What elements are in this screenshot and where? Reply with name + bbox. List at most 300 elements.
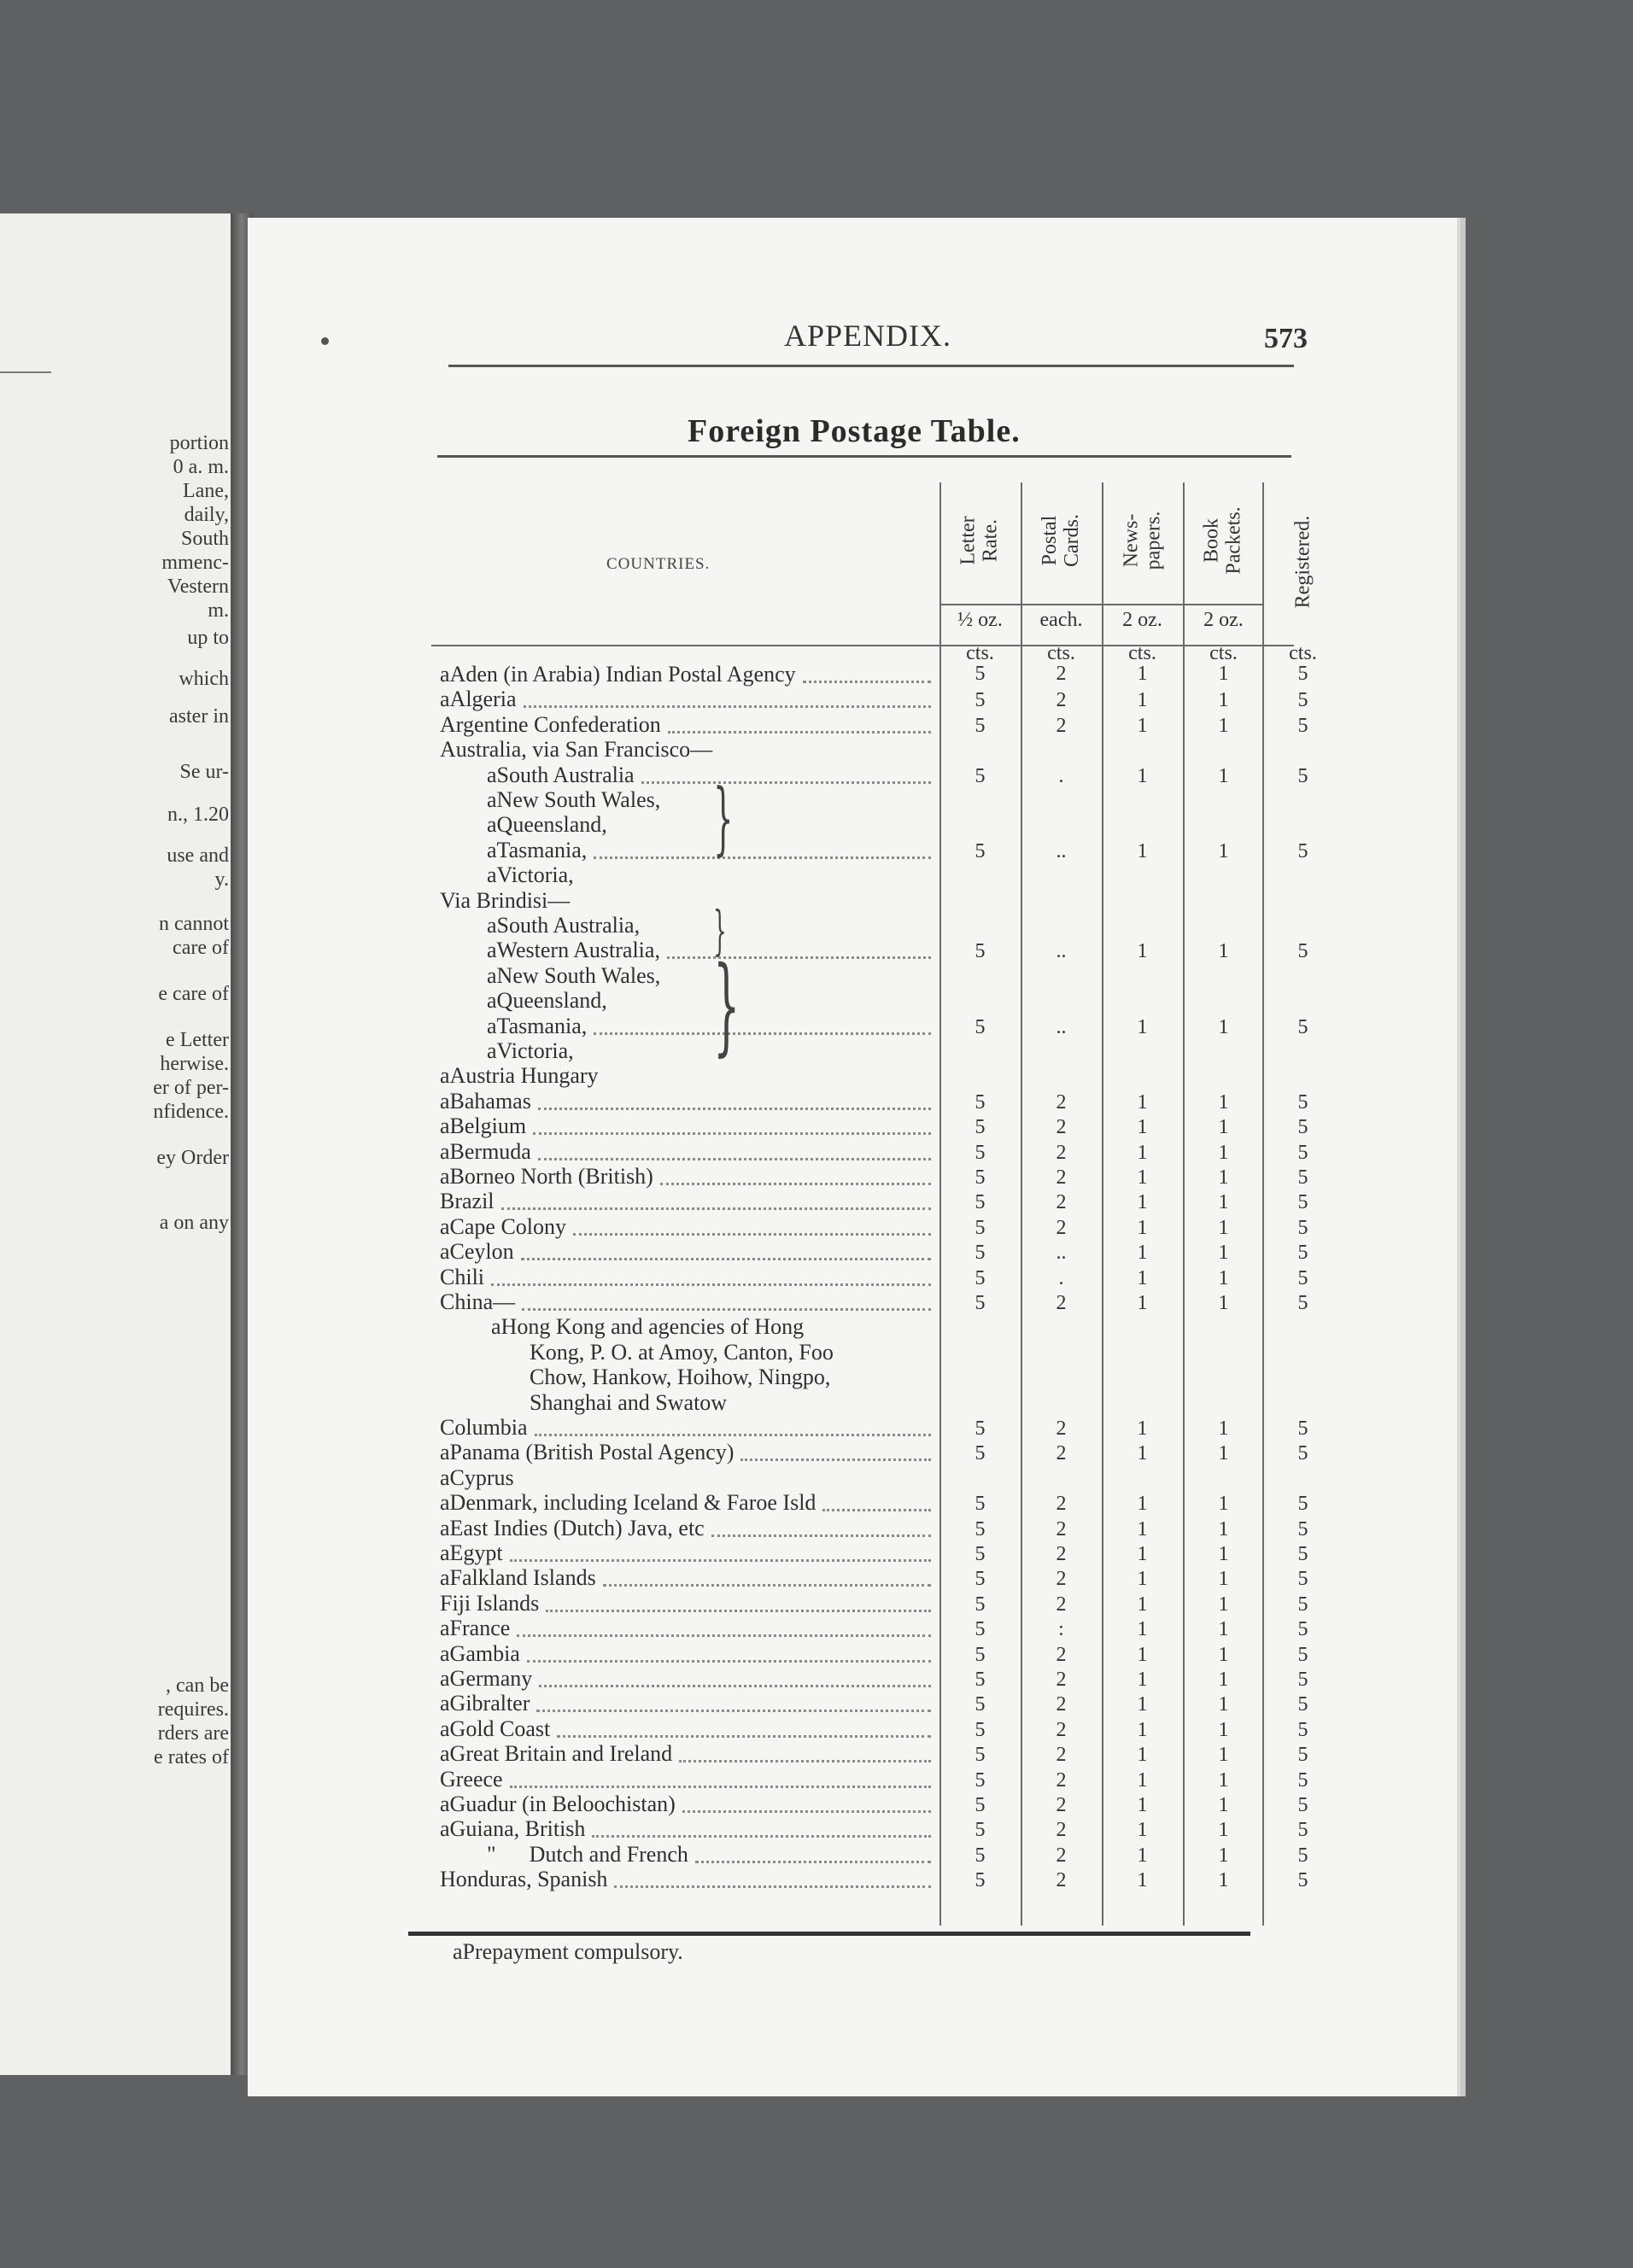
rate-cell: 5 bbox=[1297, 1593, 1308, 1616]
left-page-fragment: South bbox=[180, 528, 229, 550]
rate-cell: 2 bbox=[1056, 1669, 1067, 1691]
rate-cell: 2 bbox=[1056, 1191, 1067, 1214]
rate-cell: 1 bbox=[1218, 689, 1229, 712]
rate-cell: . bbox=[1058, 1266, 1064, 1289]
left-page-fragment: aster in bbox=[169, 705, 229, 728]
rate-cell: 1 bbox=[1137, 1618, 1148, 1641]
rate-cell: 2 bbox=[1056, 1141, 1067, 1164]
rate-cell: 5 bbox=[1297, 689, 1308, 712]
rate-cell: 1 bbox=[1218, 1166, 1229, 1189]
rate-cell: 2 bbox=[1056, 1517, 1067, 1540]
rate-cell: 1 bbox=[1137, 940, 1148, 963]
left-page-fragment: use and bbox=[167, 845, 229, 867]
country-name: aGambia bbox=[440, 1640, 520, 1666]
rate-cell: 5 bbox=[1297, 1517, 1308, 1540]
country-name: aSouth Australia bbox=[487, 762, 635, 787]
rate-cell: 1 bbox=[1137, 1794, 1148, 1816]
country-name: aGermany bbox=[440, 1666, 533, 1691]
left-page-fragment: e rates of bbox=[154, 1746, 229, 1768]
rate-cell: 5 bbox=[975, 1517, 986, 1540]
group-brace: } bbox=[713, 944, 740, 1067]
dot-leader bbox=[491, 1283, 931, 1286]
rate-cell: 5 bbox=[975, 1543, 986, 1565]
rate-cell: .. bbox=[1056, 839, 1067, 862]
rate-cell: 1 bbox=[1218, 839, 1229, 862]
rate-cell: 5 bbox=[975, 1568, 986, 1591]
rate-cell: 1 bbox=[1218, 1116, 1229, 1139]
rate-cell: 5 bbox=[1297, 839, 1308, 862]
rate-cell: 2 bbox=[1056, 1543, 1067, 1565]
country-name: Chili bbox=[440, 1264, 485, 1289]
rate-cell: 1 bbox=[1137, 1543, 1148, 1565]
rate-cell: 1 bbox=[1137, 1493, 1148, 1516]
rate-cell: 5 bbox=[975, 1116, 986, 1139]
dot-leader bbox=[533, 1132, 931, 1135]
column-header bbox=[1264, 481, 1341, 643]
rate-cell: 1 bbox=[1218, 1669, 1229, 1691]
country-name: aGuiana, British bbox=[440, 1816, 586, 1842]
left-page-fragment: mmenc- bbox=[161, 552, 229, 574]
rate-cell: 5 bbox=[1297, 1442, 1308, 1465]
country-name: Chow, Hankow, Hoihow, Ningpo, bbox=[530, 1365, 831, 1390]
left-page-fragment: er of per- bbox=[153, 1077, 229, 1099]
rate-cell: 1 bbox=[1137, 1292, 1148, 1314]
rate-cell: 2 bbox=[1056, 714, 1067, 737]
rate-cell: 5 bbox=[1297, 1015, 1308, 1038]
rate-cell: 1 bbox=[1218, 1543, 1229, 1565]
rate-cell: 5 bbox=[975, 1669, 986, 1691]
country-name: aQueensland, bbox=[487, 988, 607, 1014]
dot-leader bbox=[641, 781, 931, 784]
column-header bbox=[1103, 481, 1180, 600]
left-page-fragment: daily, bbox=[184, 504, 229, 526]
dot-leader bbox=[535, 1434, 931, 1436]
rate-cell: 5 bbox=[975, 1292, 986, 1314]
rate-cell: 1 bbox=[1137, 1442, 1148, 1465]
dot-leader bbox=[603, 1584, 931, 1587]
left-page-fragment: which bbox=[179, 668, 229, 690]
rate-cell: 1 bbox=[1218, 764, 1229, 787]
column-unit: each. bbox=[1039, 609, 1083, 631]
rate-cell: 1 bbox=[1137, 1669, 1148, 1691]
rate-cell: 1 bbox=[1218, 1015, 1229, 1038]
dot-leader bbox=[614, 1885, 931, 1888]
rate-cell: 1 bbox=[1137, 714, 1148, 737]
country-name: aCyprus bbox=[440, 1464, 514, 1490]
rate-cell: 5 bbox=[975, 1493, 986, 1516]
rate-cell: 5 bbox=[1297, 1669, 1308, 1691]
rate-cell: 1 bbox=[1218, 1718, 1229, 1741]
rate-cell: .. bbox=[1056, 940, 1067, 963]
rate-cell: 1 bbox=[1218, 1266, 1229, 1289]
dot-leader bbox=[740, 1458, 931, 1461]
dot-leader bbox=[510, 1786, 931, 1788]
group-brace: } bbox=[713, 772, 734, 864]
page-header bbox=[248, 318, 1457, 369]
dot-leader bbox=[592, 1835, 931, 1838]
dot-leader bbox=[521, 1258, 931, 1260]
country-name: aCape Colony bbox=[440, 1213, 567, 1239]
column-divider bbox=[1021, 482, 1022, 1926]
country-name: aBermuda bbox=[440, 1138, 531, 1164]
dot-leader bbox=[524, 705, 931, 708]
rate-cell: 5 bbox=[975, 1216, 986, 1239]
left-page-fragment: n cannot bbox=[159, 913, 229, 935]
rate-cell: 5 bbox=[975, 1266, 986, 1289]
rate-cell: 1 bbox=[1137, 839, 1148, 862]
country-name: aSouth Australia, bbox=[487, 913, 641, 938]
rate-cell: 1 bbox=[1137, 1166, 1148, 1189]
column-header bbox=[1022, 481, 1099, 600]
country-name: aEgypt bbox=[440, 1540, 503, 1565]
dot-leader bbox=[522, 1308, 931, 1311]
rate-cell: 5 bbox=[975, 1593, 986, 1616]
rate-cell: 1 bbox=[1137, 1242, 1148, 1265]
dot-leader bbox=[536, 1710, 931, 1712]
rate-cell: 5 bbox=[1297, 1191, 1308, 1214]
rate-cell: 5 bbox=[975, 1442, 986, 1465]
left-page-fragment: care of bbox=[173, 937, 229, 959]
left-page-fragment: requires. bbox=[157, 1698, 229, 1721]
rate-cell: 1 bbox=[1218, 1693, 1229, 1716]
country-name: aFalkland Islands bbox=[440, 1565, 596, 1591]
rate-cell: 2 bbox=[1056, 1418, 1067, 1440]
left-page-fragment: e Letter bbox=[166, 1029, 229, 1051]
dot-leader bbox=[557, 1735, 931, 1738]
rate-cell: 5 bbox=[1297, 1618, 1308, 1641]
rate-cell: 5 bbox=[1297, 1568, 1308, 1591]
rate-cell: 5 bbox=[1297, 1819, 1308, 1842]
rate-cell: 5 bbox=[1297, 1744, 1308, 1767]
rate-cell: 1 bbox=[1137, 1141, 1148, 1164]
column-header-label: Book Packets. bbox=[1201, 506, 1245, 575]
rate-cell: 5 bbox=[1297, 1768, 1308, 1792]
rate-cell: 5 bbox=[975, 1141, 986, 1164]
rate-cell: 2 bbox=[1056, 689, 1067, 712]
rate-cell: 5 bbox=[1297, 1216, 1308, 1239]
rate-cell: 5 bbox=[975, 1242, 986, 1265]
rate-cell: : bbox=[1058, 1618, 1064, 1641]
left-page-fragment: rders are bbox=[157, 1722, 229, 1745]
rate-cell: 5 bbox=[1297, 714, 1308, 737]
rate-cell: 1 bbox=[1137, 1090, 1148, 1114]
country-name: aBelgium bbox=[440, 1114, 527, 1139]
rate-cell: 5 bbox=[1297, 1543, 1308, 1565]
country-name: Honduras, Spanish bbox=[440, 1867, 608, 1892]
rate-cell: 2 bbox=[1056, 1718, 1067, 1741]
dot-leader bbox=[510, 1559, 931, 1562]
rate-cell: 1 bbox=[1137, 1418, 1148, 1440]
rate-cell: 2 bbox=[1056, 1090, 1067, 1114]
rate-cell: 1 bbox=[1218, 1618, 1229, 1641]
rate-cell: 5 bbox=[975, 764, 986, 787]
country-name: aGuadur (in Beloochistan) bbox=[440, 1792, 676, 1816]
rate-cell: 1 bbox=[1137, 1266, 1148, 1289]
country-name: Fiji Islands bbox=[440, 1590, 540, 1616]
rate-cell: 2 bbox=[1056, 1869, 1067, 1892]
column-divider bbox=[1183, 482, 1185, 1926]
dot-leader bbox=[538, 1108, 931, 1110]
country-name: aNew South Wales, bbox=[487, 962, 661, 988]
rate-cell: 2 bbox=[1056, 1166, 1067, 1189]
column-header bbox=[1185, 481, 1261, 600]
rate-cell: 1 bbox=[1137, 1693, 1148, 1716]
rate-cell: 5 bbox=[975, 1718, 986, 1741]
rate-cell: 1 bbox=[1137, 1768, 1148, 1792]
column-unit: 2 oz. bbox=[1122, 609, 1162, 631]
left-page-fragment: e care of bbox=[158, 983, 229, 1005]
rate-cell: 1 bbox=[1137, 1643, 1148, 1666]
dot-leader bbox=[803, 681, 931, 683]
column-header-label: Postal Cards. bbox=[1039, 514, 1083, 567]
country-name: aGibralter bbox=[440, 1691, 530, 1716]
dot-leader bbox=[660, 1183, 931, 1185]
rate-cell: 2 bbox=[1056, 1643, 1067, 1666]
rate-cell: 2 bbox=[1056, 1216, 1067, 1239]
rate-cell: 1 bbox=[1218, 1493, 1229, 1516]
rate-cell: 1 bbox=[1218, 1794, 1229, 1816]
left-page-rule bbox=[0, 371, 51, 373]
rate-cell: 5 bbox=[1297, 1718, 1308, 1741]
dot-leader bbox=[695, 1861, 931, 1863]
left-page-fragment: n., 1.20 bbox=[167, 804, 229, 826]
rate-cell: 5 bbox=[1297, 940, 1308, 963]
dot-leader bbox=[527, 1660, 931, 1663]
dot-leader bbox=[822, 1509, 931, 1511]
rate-cell: 5 bbox=[1297, 1166, 1308, 1189]
country-name: aCeylon bbox=[440, 1239, 514, 1265]
dot-leader bbox=[668, 731, 931, 734]
country-name: aVictoria, bbox=[487, 1038, 574, 1063]
country-name: aBahamas bbox=[440, 1088, 531, 1114]
rate-cell: 1 bbox=[1218, 1517, 1229, 1540]
rate-cell: 5 bbox=[975, 1191, 986, 1214]
rate-cell: 1 bbox=[1218, 940, 1229, 963]
rate-cell: 1 bbox=[1218, 1216, 1229, 1239]
dot-leader bbox=[538, 1158, 931, 1160]
rate-cell: 5 bbox=[975, 689, 986, 712]
rate-cell: 2 bbox=[1056, 1693, 1067, 1716]
country-name: aAlgeria bbox=[440, 687, 517, 712]
rate-cell: 1 bbox=[1218, 714, 1229, 737]
rate-cell: 2 bbox=[1056, 1116, 1067, 1139]
countries-header: COUNTRIES. bbox=[606, 555, 711, 573]
rate-cell: cts. 1 bbox=[1209, 642, 1238, 685]
rate-cell: 5 bbox=[975, 1844, 986, 1867]
rate-cell: . bbox=[1058, 764, 1064, 787]
rate-cell: 1 bbox=[1218, 1744, 1229, 1767]
rate-cell: 1 bbox=[1137, 1844, 1148, 1867]
rate-cell: 5 bbox=[1297, 1292, 1308, 1314]
rate-cell: 2 bbox=[1056, 1744, 1067, 1767]
rate-cell: 2 bbox=[1056, 1292, 1067, 1314]
rate-cell: 1 bbox=[1137, 764, 1148, 787]
country-name: Kong, P. O. at Amoy, Canton, Foo bbox=[530, 1339, 834, 1365]
rate-cell: 5 bbox=[975, 714, 986, 737]
rate-cell: 5 bbox=[1297, 1418, 1308, 1440]
column-header bbox=[941, 481, 1018, 600]
dot-leader bbox=[573, 1233, 931, 1236]
rate-cell: 5 bbox=[975, 1794, 986, 1816]
left-page-fragment: Se ur- bbox=[179, 761, 229, 783]
page-number: 573 bbox=[1264, 323, 1308, 354]
rate-cell: 2 bbox=[1056, 1794, 1067, 1816]
rate-cell: 1 bbox=[1218, 1191, 1229, 1214]
rate-cell: 2 bbox=[1056, 1593, 1067, 1616]
country-name: aQueensland, bbox=[487, 812, 607, 838]
rate-cell: 5 bbox=[975, 839, 986, 862]
left-page-fragment: y. bbox=[214, 868, 229, 891]
left-page-fragment: up to bbox=[187, 627, 229, 649]
rate-cell: 1 bbox=[1218, 1418, 1229, 1440]
rate-cell: .. bbox=[1056, 1242, 1067, 1265]
country-name: aTasmania, bbox=[487, 837, 588, 862]
header-row-rule bbox=[939, 604, 1262, 605]
rate-cell: 1 bbox=[1137, 1744, 1148, 1767]
rate-cell: 2 bbox=[1056, 1768, 1067, 1792]
country-name: aPanama (British Postal Agency) bbox=[440, 1440, 735, 1465]
country-name: aAden (in Arabia) Indian Postal Agency bbox=[440, 662, 796, 687]
country-name: Brazil bbox=[440, 1189, 495, 1214]
country-name: aNew South Wales, bbox=[487, 787, 661, 812]
dot-leader bbox=[594, 856, 931, 859]
rate-cell: 1 bbox=[1218, 1292, 1229, 1314]
rate-cell: 1 bbox=[1137, 1116, 1148, 1139]
left-page bbox=[0, 213, 237, 2075]
rate-cell: 1 bbox=[1218, 1442, 1229, 1465]
rate-cell: 5 bbox=[1297, 1493, 1308, 1516]
rate-cell: 5 bbox=[975, 1166, 986, 1189]
rate-cell: 1 bbox=[1218, 1819, 1229, 1842]
country-name: Australia, via San Francisco— bbox=[440, 737, 713, 763]
rate-cell: 5 bbox=[1297, 1844, 1308, 1867]
country-name: aGold Coast bbox=[440, 1716, 551, 1741]
country-name: aAustria Hungary bbox=[440, 1063, 599, 1089]
country-name: Greece bbox=[440, 1766, 503, 1792]
rate-cell: 5 bbox=[1297, 764, 1308, 787]
rate-cell: 5 bbox=[975, 1693, 986, 1716]
rate-cell: 5 bbox=[1297, 1116, 1308, 1139]
dot-leader bbox=[501, 1207, 931, 1210]
left-page-fragment: nfidence. bbox=[153, 1101, 229, 1123]
dot-leader bbox=[679, 1760, 931, 1762]
country-name: aHong Kong and agencies of Hong bbox=[491, 1314, 805, 1340]
rate-cell: 1 bbox=[1218, 1844, 1229, 1867]
rate-cell: 1 bbox=[1137, 689, 1148, 712]
rate-cell: 2 bbox=[1056, 1442, 1067, 1465]
country-name: aFrance bbox=[440, 1616, 511, 1641]
rate-cell: 1 bbox=[1218, 1242, 1229, 1265]
rate-cell: 1 bbox=[1218, 1869, 1229, 1892]
dot-leader bbox=[546, 1610, 931, 1612]
left-page-fragment: herwise. bbox=[160, 1053, 229, 1075]
table-title: Foreign Postage Table. bbox=[688, 413, 1021, 449]
rate-cell: cts. 2 bbox=[1047, 642, 1075, 685]
dot-leader bbox=[539, 1685, 931, 1687]
dot-leader bbox=[711, 1534, 931, 1537]
rate-cell: 5 bbox=[1297, 1643, 1308, 1666]
left-page-fragment: portion bbox=[169, 432, 229, 454]
left-page-fragment: Lane, bbox=[183, 480, 229, 502]
rate-cell: 5 bbox=[1297, 1693, 1308, 1716]
rate-cell: 1 bbox=[1137, 1015, 1148, 1038]
rate-cell: 2 bbox=[1056, 1844, 1067, 1867]
column-header-label: Letter Rate. bbox=[957, 516, 1002, 565]
dot-leader bbox=[682, 1810, 931, 1813]
right-page bbox=[248, 218, 1457, 2096]
column-divider bbox=[939, 482, 941, 1926]
country-name: Argentine Confederation bbox=[440, 711, 661, 737]
title-rule bbox=[437, 455, 1291, 458]
column-unit: 2 oz. bbox=[1203, 609, 1244, 631]
rate-cell: 1 bbox=[1218, 1643, 1229, 1666]
rate-cell: 5 bbox=[975, 1618, 986, 1641]
rate-cell: 5 bbox=[1297, 1141, 1308, 1164]
running-head: APPENDIX. bbox=[784, 319, 952, 353]
column-unit: ½ oz. bbox=[957, 609, 1003, 631]
country-name: aDenmark, including Iceland & Faroe Isld bbox=[440, 1490, 816, 1516]
table-bottom-rule bbox=[408, 1932, 1250, 1936]
rate-cell: 2 bbox=[1056, 1493, 1067, 1516]
country-name: " Dutch and French bbox=[487, 1841, 688, 1867]
rate-cell: 5 bbox=[1297, 1266, 1308, 1289]
rate-cell: 1 bbox=[1137, 1819, 1148, 1842]
left-page-fragment: , can be bbox=[166, 1675, 229, 1697]
rate-cell: 5 bbox=[975, 1015, 986, 1038]
column-divider bbox=[1102, 482, 1103, 1926]
footnote: aPrepayment compulsory. bbox=[453, 1939, 683, 1964]
rate-cell: 5 bbox=[975, 1768, 986, 1792]
country-name: aEast Indies (Dutch) Java, etc bbox=[440, 1515, 705, 1540]
rate-cell: 5 bbox=[975, 1744, 986, 1767]
rate-cell: cts. 5 bbox=[966, 642, 994, 685]
rate-cell: 5 bbox=[975, 1869, 986, 1892]
rate-cell: 1 bbox=[1218, 1593, 1229, 1616]
rate-cell: 1 bbox=[1137, 1869, 1148, 1892]
rate-cell: 1 bbox=[1218, 1568, 1229, 1591]
left-page-fragment: a on any bbox=[159, 1212, 229, 1234]
rate-cell: 1 bbox=[1218, 1090, 1229, 1114]
left-page-fragment: ey Order bbox=[156, 1147, 229, 1169]
country-name: Via Brindisi— bbox=[440, 887, 571, 913]
rate-cell: 1 bbox=[1137, 1191, 1148, 1214]
rate-cell: 5 bbox=[975, 1418, 986, 1440]
rate-cell: 1 bbox=[1218, 1768, 1229, 1792]
rate-cell: 5 bbox=[1297, 1869, 1308, 1892]
country-name: Shanghai and Swatow bbox=[530, 1389, 728, 1415]
rate-cell: 1 bbox=[1137, 1718, 1148, 1741]
rate-cell: .. bbox=[1056, 1015, 1067, 1038]
header-rule bbox=[448, 365, 1294, 367]
country-name: aTasmania, bbox=[487, 1013, 588, 1038]
rate-cell: 5 bbox=[975, 1090, 986, 1114]
group-brace: } bbox=[713, 900, 727, 962]
rate-cell: 1 bbox=[1137, 1568, 1148, 1591]
left-page-fragment: 0 a. m. bbox=[173, 456, 229, 478]
rate-cell: cts. 1 bbox=[1128, 642, 1156, 685]
country-name: aGreat Britain and Ireland bbox=[440, 1741, 673, 1767]
column-header-label: News- papers. bbox=[1119, 511, 1164, 570]
country-name: aBorneo North (British) bbox=[440, 1164, 653, 1189]
rate-cell: 1 bbox=[1137, 1216, 1148, 1239]
country-name: China— bbox=[440, 1289, 516, 1314]
dot-leader bbox=[594, 1032, 931, 1035]
dot-leader bbox=[517, 1634, 931, 1637]
rate-cell: 5 bbox=[1297, 1242, 1308, 1265]
country-name: aVictoria, bbox=[487, 862, 574, 888]
rate-cell: 1 bbox=[1218, 1141, 1229, 1164]
left-page-fragment: m. bbox=[208, 599, 229, 622]
